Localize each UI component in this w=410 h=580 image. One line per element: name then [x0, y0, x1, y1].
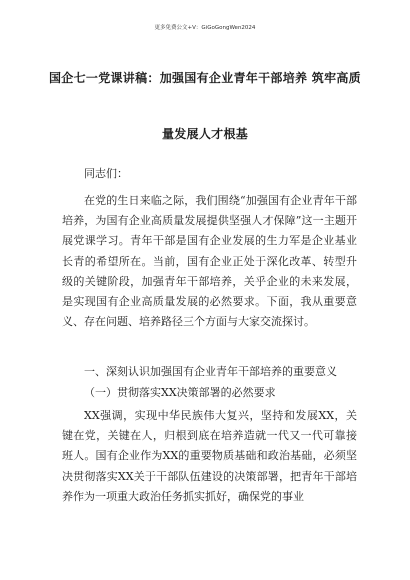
intro-paragraph: 在党的生日来临之际，我们围绕“加强国有企业青年干部培养，为国有企业高质量发展提供坚强人才保障”这一主题开展党课学习。青年干部是国有企业发展的生力军是企业基业长青的希望所在。当前，国有企业正处于深化改革、转型升级的关键阶段，加强青年干部培养，关乎企业的未来发展，是实现国有企业高质量发展的必然要求。下面，我从重要意义、存在问题、培养路径三个方面与大家交流探讨。: [62, 194, 357, 329]
section-heading: 一、深刻认识加强国有企业青年干部培养的重要意义: [84, 365, 337, 378]
body-paragraph: XX强调，实现中华民族伟大复兴，坚持和发展XX，关键在党，关键在人，归根到底在培养造就一代又一代可靠接班人。国有企业作为XX的重要物质基础和政治基础，必须坚决贯彻落实XX关于干部队伍建设的决策部署，把青年干部培养作为一项重大政治任务抓实抓好，确保党的事业: [62, 409, 357, 503]
document-title-line-2: 量发展人才根基: [161, 127, 249, 141]
header-note: 更多免费公文+V：GiGoGongWen2024: [154, 25, 256, 31]
document-title-line-1: 国企七一党课讲稿：加强国有企业青年干部培养 筑牢高质: [49, 71, 361, 85]
salutation: 同志们：: [84, 167, 128, 180]
subsection-heading: （一）贯彻落实XX决策部署的必然要求: [84, 386, 276, 399]
